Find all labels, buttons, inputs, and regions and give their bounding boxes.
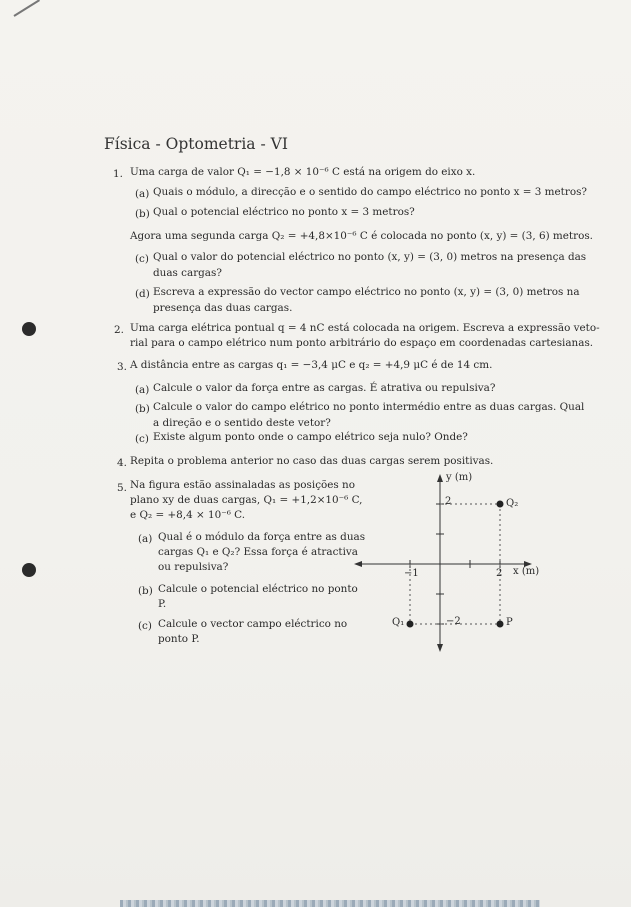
- question-4-number: 4.: [117, 457, 127, 469]
- q3-b-line1: Calcule o valor do campo elétrico no ponto intermédio entre as duas cargas. Qual: [153, 401, 585, 413]
- q3-c-label: (c): [135, 433, 149, 445]
- q1-d-label: (d): [135, 288, 150, 300]
- q3-b-line2: a direção e o sentido deste vetor?: [153, 417, 331, 429]
- question-3-text: A distância entre as cargas q₁ = −3,4 μC e q₂ = +4,9 μC é de 14 cm.: [130, 359, 493, 371]
- question-2-line2: rial para o campo elétrico num ponto arbitrário do espaço em coordenadas cartesianas.: [130, 337, 594, 349]
- q1-a-text: Quais o módulo, a direcção e o sentido do campo eléctrico no ponto x = 3 metros?: [153, 186, 587, 198]
- question-5-line2: plano xy de duas cargas, Q₁ = +1,2×10⁻⁶ C,: [130, 494, 363, 506]
- scan-edge-strip: [120, 900, 540, 907]
- q1-c-line1: Qual o valor do potencial eléctrico no ponto (x, y) = (3, 0) metros na presença das: [153, 251, 587, 263]
- q1-c-line2: duas cargas?: [153, 267, 222, 279]
- q1-b-label: (b): [135, 208, 150, 220]
- question-5-number: 5.: [117, 482, 127, 494]
- binder-hole-bottom: [22, 563, 36, 577]
- charge-position-figure: [350, 470, 550, 655]
- y-axis-up-arrow: [437, 474, 443, 482]
- tick-label-x-neg1: −1: [404, 568, 419, 579]
- q1-c-label: (c): [135, 253, 149, 265]
- question-1-number: 1.: [113, 168, 123, 180]
- q1-a-label: (a): [135, 188, 150, 200]
- q5-b-label: (b): [138, 585, 153, 597]
- question-5-line1: Na figura estão assinaladas as posições no: [130, 479, 356, 491]
- point-p: [497, 621, 504, 628]
- pencil-mark: [13, 0, 40, 17]
- q1-d-line2: presença das duas cargas.: [153, 302, 293, 314]
- q1-d-line1: Escreva a expressão do vector campo eléctrico no ponto (x, y) = (3, 0) metros na: [153, 286, 580, 298]
- q5-a-label: (a): [138, 533, 153, 545]
- page-title: Física - Optometria - VI: [104, 135, 288, 153]
- y-axis-label: y (m): [446, 472, 473, 483]
- point-p-label: P: [506, 617, 513, 628]
- tick-label-y-neg2: −2: [446, 616, 461, 627]
- question-5-line3: e Q₂ = +8,4 × 10⁻⁶ C.: [130, 509, 246, 521]
- q5-c-line1: Calcule o vector campo eléctrico no: [158, 618, 348, 630]
- q3-c-text: Existe algum ponto onde o campo elétrico seja nulo? Onde?: [153, 431, 468, 443]
- q5-b-line1: Calcule o potencial eléctrico no ponto: [158, 583, 358, 595]
- q3-a-text: Calcule o valor da força entre as cargas. É atrativa ou repulsiva?: [153, 382, 496, 394]
- charge-q2-label: Q₂: [506, 498, 519, 509]
- q5-c-label: (c): [138, 620, 152, 632]
- q3-b-label: (b): [135, 403, 150, 415]
- question-1-text: Uma carga de valor Q₁ = −1,8 × 10⁻⁶ C está na origem do eixo x.: [130, 166, 476, 178]
- q5-a-line2: cargas Q₁ e Q₂? Essa força é atractiva: [158, 546, 358, 558]
- q5-a-line3: ou repulsiva?: [158, 561, 229, 573]
- charge-q1-label: Q₁: [392, 617, 405, 628]
- q5-c-line2: ponto P.: [158, 633, 200, 645]
- tick-label-y-2: 2: [445, 496, 452, 507]
- binder-hole-top: [22, 322, 36, 336]
- question-4-text: Repita o problema anterior no caso das duas cargas serem positivas.: [130, 455, 494, 467]
- q1-b-text: Qual o potencial eléctrico no ponto x = 3 metros?: [153, 206, 415, 218]
- q5-b-line2: P.: [158, 598, 167, 610]
- x-axis-left-arrow: [354, 561, 362, 567]
- y-axis-down-arrow: [437, 644, 443, 652]
- q3-a-label: (a): [135, 384, 150, 396]
- q1-intro-second-charge: Agora uma segunda carga Q₂ = +4,8×10⁻⁶ C é colocada no ponto (x, y) = (3, 6) metros.: [130, 230, 593, 242]
- question-2-line1: Uma carga elétrica pontual q = 4 nC está colocada na origem. Escreva a expressão veto-: [130, 322, 600, 334]
- charge-q2-point: [497, 501, 504, 508]
- q5-a-line1: Qual é o módulo da força entre as duas: [158, 531, 366, 543]
- x-axis-label: x (m): [513, 566, 540, 577]
- charge-q1-point: [407, 621, 414, 628]
- question-2-number: 2.: [114, 324, 124, 336]
- tick-label-x-2: 2: [496, 568, 503, 579]
- question-3-number: 3.: [117, 361, 127, 373]
